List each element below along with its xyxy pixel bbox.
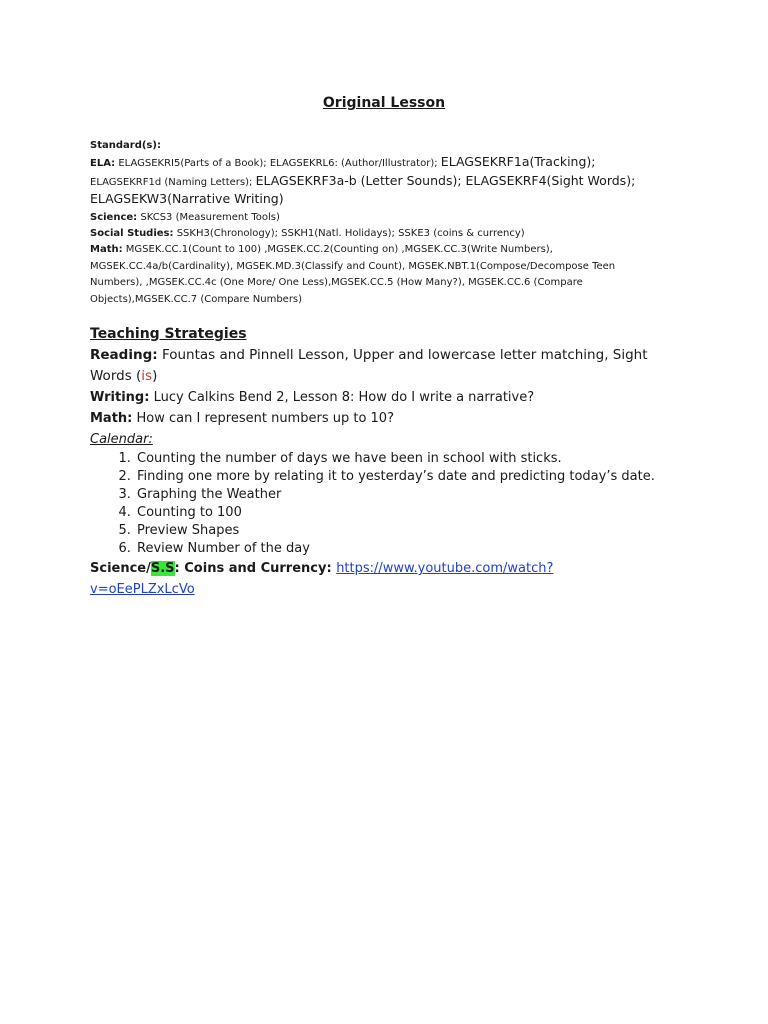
list-item: 6. Review Number of the day: [135, 540, 710, 558]
calendar-list: [90, 450, 710, 558]
reading-text-3: ): [152, 368, 158, 384]
ela-text-d: ELAGSEKRF3a-b (Letter Sounds); ELAGSEKRF4(Sight Words);: [255, 172, 636, 188]
calendar-label: Calendar:: [90, 432, 153, 447]
math-standard-label: Math:: [90, 244, 123, 256]
math-standard-line-3: [90, 275, 690, 291]
teaching-strategies-heading: Teaching Strategies: [90, 326, 247, 342]
youtube-link-cont-line: [90, 579, 710, 600]
social-studies-label: Social Studies:: [90, 228, 174, 240]
standards-heading: Standard(s):: [90, 140, 161, 151]
reading-text-2: Words (: [90, 368, 142, 384]
writing-strategy: [90, 387, 710, 408]
math-standard-line-1: [90, 242, 690, 258]
writing-label: Writing:: [90, 390, 150, 405]
social-studies-line: [90, 226, 690, 242]
sight-word: is: [141, 368, 153, 384]
ss-highlight: S.S: [150, 561, 175, 576]
reading-strategy: [90, 345, 710, 366]
youtube-link-cont[interactable]: v=oEePLZxLcVo: [90, 582, 195, 597]
list-item: 4. Counting to 100: [135, 504, 710, 522]
math-label: Math:: [90, 411, 133, 426]
math-standard-text-4: Objects),MGSEK.CC.7 (Compare Numbers): [90, 293, 303, 305]
science-text: SKCS3 (Measurement Tools): [140, 211, 280, 223]
science-prefix: Science/: [90, 561, 151, 576]
ela-label: ELA:: [90, 158, 116, 170]
science-label: Science:: [90, 211, 138, 223]
math-standard-text-3: Numbers), ,MGSEK.CC.4c (One More/ One Less),MGSEK.CC.5 (How Many?), MGSEK.CC.6 (Compare: [90, 277, 583, 289]
social-studies-text: SSKH3(Chronology); SSKH1(Natl. Holidays); SSKE3 (coins & currency): [176, 228, 525, 240]
list-item: 2. Finding one more by relating it to yesterday’s date and predicting today’s date.: [135, 468, 710, 486]
ela-text-a: ELAGSEKRI5(Parts of a Book); ELAGSEKRL6: (Author/Illustrator);: [118, 158, 438, 170]
page-title: Original Lesson: [322, 95, 446, 111]
writing-text: Lucy Calkins Bend 2, Lesson 8: How do I write a narrative?: [153, 390, 535, 405]
math-strategy: [90, 408, 710, 429]
math-standard-line-2: [90, 259, 690, 275]
ela-line-1: [90, 154, 690, 172]
ela-line-2: [90, 173, 690, 191]
standards-heading-line: [90, 138, 690, 154]
science-suffix: : Coins and Currency:: [174, 561, 332, 576]
youtube-link[interactable]: https://www.youtube.com/watch?: [336, 561, 554, 576]
ela-text-e: ELAGSEKW3(Narrative Writing): [90, 191, 284, 207]
ela-text-c: ELAGSEKRF1d (Naming Letters);: [90, 176, 253, 188]
math-standard-text-1: MGSEK.CC.1(Count to 100) ,MGSEK.CC.2(Counting on) ,MGSEK.CC.3(Write Numbers),: [125, 244, 553, 256]
reading-strategy-cont: [90, 366, 710, 387]
list-item: 1. Counting the number of days we have been in school with sticks.: [135, 450, 710, 468]
ela-text-b: ELAGSEKRF1a(Tracking);: [440, 154, 596, 170]
list-item: 3. Graphing the Weather: [135, 486, 710, 504]
ela-line-3: [90, 191, 690, 209]
math-standard-text-2: MGSEK.CC.4a/b(Cardinality), MGSEK.MD.3(Classify and Count), MGSEK.NBT.1(Compose/Decompose Teen: [90, 260, 616, 272]
math-standard-line-4: [90, 292, 690, 308]
reading-text: Fountas and Pinnell Lesson, Upper and lowercase letter matching, Sight: [161, 347, 648, 363]
math-text: How can I represent numbers up to 10?: [136, 411, 394, 426]
science-ss-line: [90, 558, 710, 579]
reading-label: Reading:: [90, 347, 158, 363]
teaching-strategies-section: [90, 324, 710, 600]
science-standard-line: [90, 210, 690, 226]
standards-section: [90, 138, 690, 308]
list-item: 5. Preview Shapes: [135, 522, 710, 540]
